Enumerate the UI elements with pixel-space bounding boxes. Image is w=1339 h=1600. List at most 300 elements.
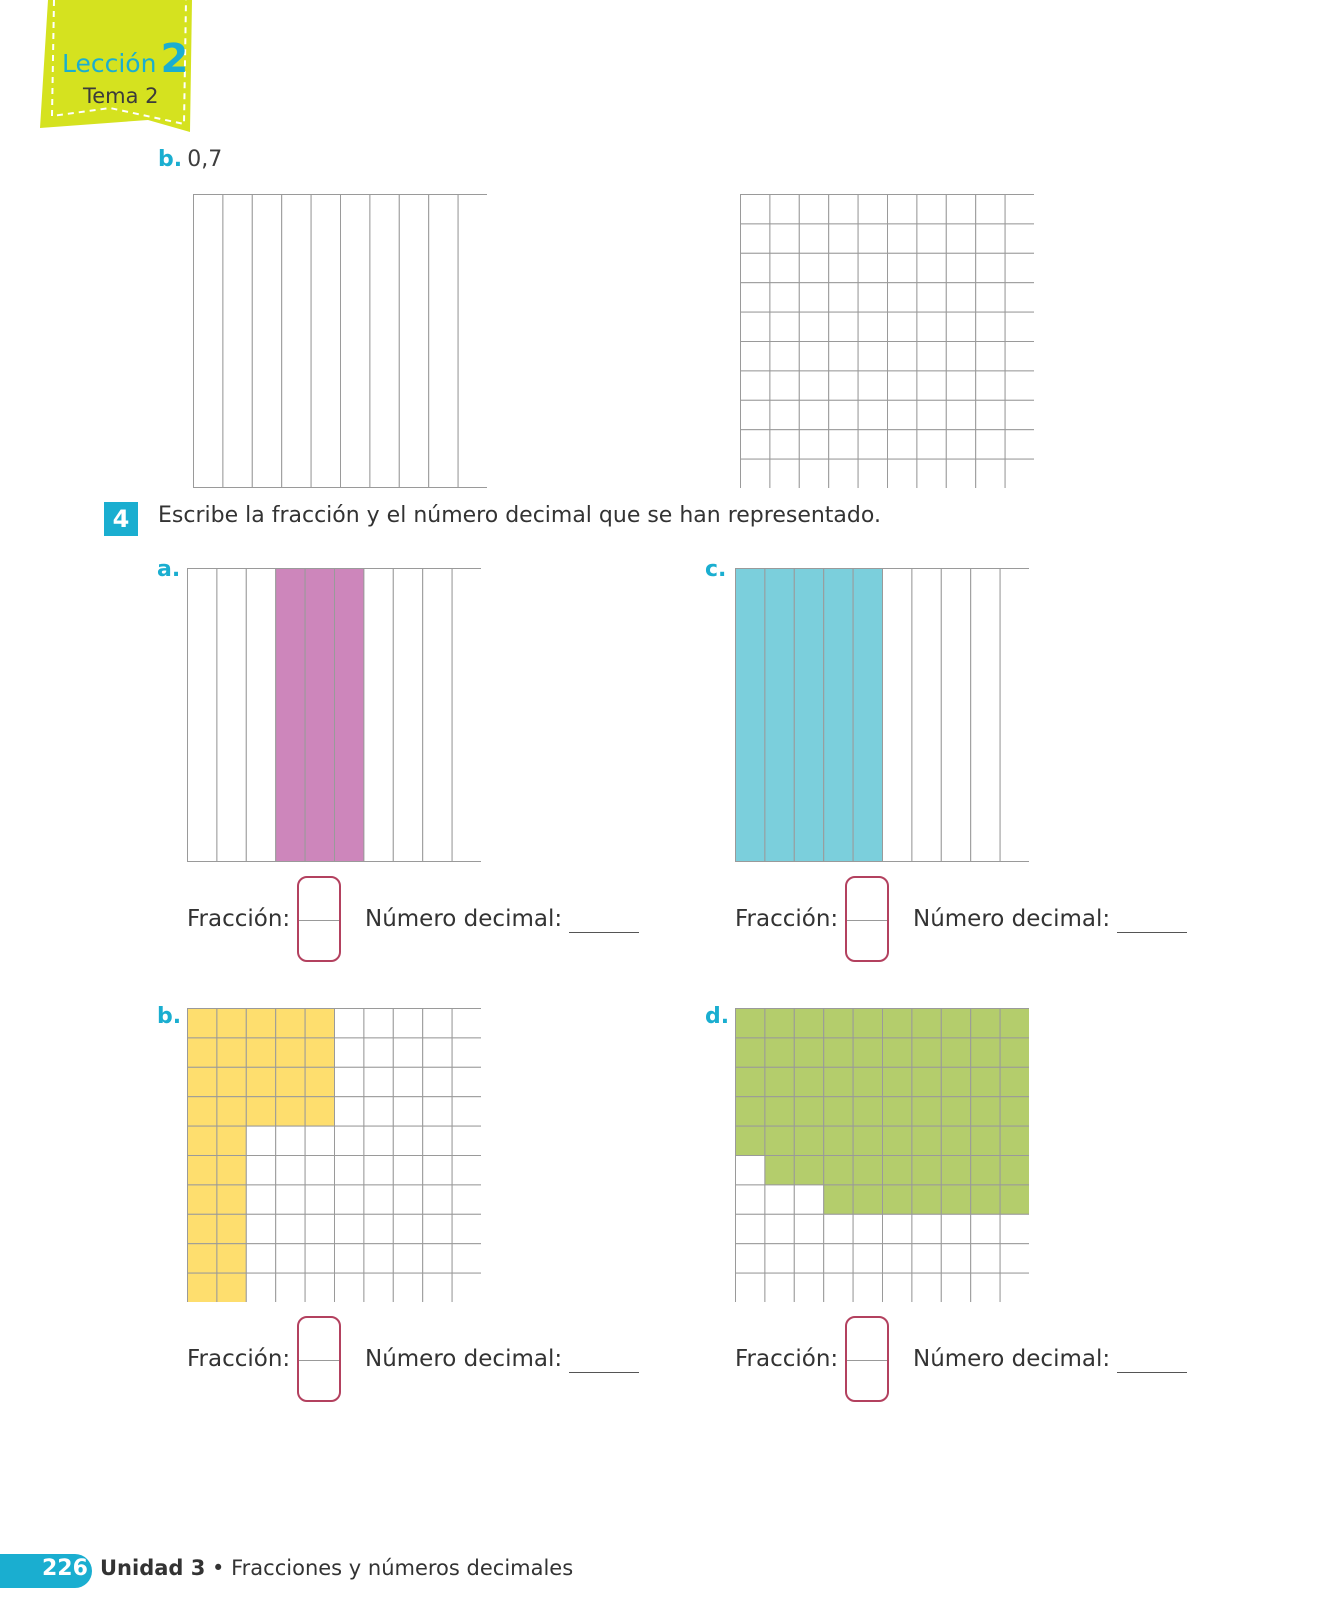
footer-unit: Unidad 3 [100, 1556, 206, 1580]
shaded-hundredth [736, 1097, 765, 1126]
hundredth-cell [335, 1097, 364, 1126]
hundredth-cell [452, 1273, 481, 1302]
exercise-instruction: Escribe la fracción y el número decimal que se han representado. [158, 503, 881, 528]
hundredth-cell [741, 371, 770, 400]
hundredth-cell [888, 312, 917, 341]
hundredth-cell [1000, 1214, 1029, 1243]
hundredth-cell [853, 1273, 882, 1302]
hundredth-cell [941, 1214, 970, 1243]
hundredth-cell [976, 224, 1005, 253]
hundredth-cell [971, 1244, 1000, 1273]
shaded-hundredth [188, 1097, 217, 1126]
hundredth-cell [246, 1156, 275, 1185]
hundredth-cell [976, 253, 1005, 282]
hundredth-cell [1005, 283, 1034, 312]
item-c-decimal-line[interactable] [1117, 932, 1187, 933]
shaded-hundredth [188, 1126, 217, 1155]
shaded-hundredth [765, 1067, 794, 1096]
hundredth-cell [858, 224, 887, 253]
fraction-bar [299, 920, 339, 921]
shaded-hundredth [305, 1038, 334, 1067]
item-b-decimal-line[interactable] [569, 1372, 639, 1373]
hundredth-cell [393, 1067, 422, 1096]
shaded-hundredth [794, 1156, 823, 1185]
hundredth-cell [765, 1185, 794, 1214]
shaded-hundredth [188, 1185, 217, 1214]
shaded-hundredth [853, 1009, 882, 1038]
hundredth-cell [799, 342, 828, 371]
hundredth-cell [364, 1009, 393, 1038]
shaded-hundredth [217, 1214, 246, 1243]
shaded-tenth [335, 569, 364, 862]
prev-item-value: 0,7 [187, 147, 223, 172]
hundredth-cell [829, 224, 858, 253]
item-c-letter: c. [705, 557, 727, 582]
shaded-tenth [736, 569, 765, 862]
hundredth-cell [829, 459, 858, 488]
hundredth-cell [364, 1185, 393, 1214]
hundredth-cell [452, 1156, 481, 1185]
hundredth-cell [393, 1273, 422, 1302]
hundredth-cell [1005, 459, 1034, 488]
shaded-hundredth [912, 1126, 941, 1155]
footer-text [100, 1556, 573, 1580]
hundredth-cell [888, 195, 917, 224]
hundredth-cell [736, 1214, 765, 1243]
hundredth-cell [364, 1273, 393, 1302]
hundredth-cell [1005, 430, 1034, 459]
hundredth-cell [1005, 195, 1034, 224]
hundredth-cell [364, 1126, 393, 1155]
hundredth-cell [829, 195, 858, 224]
exercise-number: 4 [104, 502, 138, 536]
shaded-hundredth [941, 1067, 970, 1096]
hundredth-cell [246, 1185, 275, 1214]
hundredth-cell [976, 195, 1005, 224]
hundredth-cell [883, 1214, 912, 1243]
hundredth-cell [765, 1244, 794, 1273]
shaded-hundredth [736, 1038, 765, 1067]
tenth-strip [246, 569, 275, 862]
hundredth-cell [794, 1273, 823, 1302]
shaded-hundredth [765, 1038, 794, 1067]
shaded-hundredth [824, 1009, 853, 1038]
hundredth-cell [393, 1097, 422, 1126]
shaded-hundredth [853, 1097, 882, 1126]
hundredth-cell [305, 1156, 334, 1185]
shaded-hundredth [1000, 1156, 1029, 1185]
item-c-decimal-label: Número decimal: [913, 906, 1111, 932]
hundredth-cell [276, 1126, 305, 1155]
shaded-hundredth [217, 1156, 246, 1185]
hundredth-cell [1005, 342, 1034, 371]
hundredth-cell [941, 1244, 970, 1273]
shaded-hundredth [971, 1067, 1000, 1096]
prev-hundredths-grid[interactable] [740, 194, 1034, 488]
shaded-hundredth [971, 1038, 1000, 1067]
hundredth-cell [741, 283, 770, 312]
hundredth-cell [770, 459, 799, 488]
shaded-hundredth [941, 1185, 970, 1214]
hundredth-cell [971, 1214, 1000, 1243]
hundredth-cell [799, 224, 828, 253]
hundredth-cell [888, 342, 917, 371]
hundredth-cell [276, 1244, 305, 1273]
item-a-grid [187, 568, 481, 862]
shaded-tenth [765, 569, 794, 862]
hundredth-cell [335, 1156, 364, 1185]
tenth-strip [188, 569, 217, 862]
shaded-hundredth [217, 1097, 246, 1126]
shaded-hundredth [971, 1156, 1000, 1185]
hundredth-cell [799, 283, 828, 312]
hundredth-cell [741, 430, 770, 459]
hundredth-cell [335, 1244, 364, 1273]
hundredth-cell [1000, 1273, 1029, 1302]
tenth-strip [971, 569, 1000, 862]
item-d-grid [735, 1008, 1029, 1302]
item-c-fraction-box[interactable] [845, 876, 889, 962]
hundredth-cell [858, 371, 887, 400]
shaded-hundredth [794, 1097, 823, 1126]
shaded-hundredth [765, 1126, 794, 1155]
shaded-hundredth [217, 1185, 246, 1214]
shaded-hundredth [736, 1067, 765, 1096]
hundredth-cell [335, 1009, 364, 1038]
tenth-strip [194, 195, 223, 488]
hundredth-cell [917, 459, 946, 488]
hundredth-cell [946, 312, 975, 341]
hundredth-cell [824, 1214, 853, 1243]
shaded-hundredth [1000, 1067, 1029, 1096]
hundredth-cell [741, 253, 770, 282]
hundredth-cell [829, 400, 858, 429]
hundredth-cell [799, 400, 828, 429]
hundredth-cell [799, 430, 828, 459]
hundredth-cell [917, 371, 946, 400]
shaded-hundredth [794, 1067, 823, 1096]
hundredth-cell [741, 195, 770, 224]
tenth-strip [458, 195, 487, 488]
hundredth-cell [335, 1038, 364, 1067]
shaded-hundredth [246, 1038, 275, 1067]
item-a-fraction-box[interactable] [297, 876, 341, 962]
page-number: 226 [42, 1556, 88, 1581]
shaded-hundredth [794, 1009, 823, 1038]
tenth-strip [217, 569, 246, 862]
shaded-hundredth [305, 1097, 334, 1126]
hundredth-cell [452, 1009, 481, 1038]
tenth-strip [912, 569, 941, 862]
hundredth-cell [888, 371, 917, 400]
hundredth-cell [858, 195, 887, 224]
hundredth-cell [888, 224, 917, 253]
hundredth-cell [858, 430, 887, 459]
shaded-tenth [276, 569, 305, 862]
hundredth-cell [423, 1067, 452, 1096]
shaded-hundredth [853, 1038, 882, 1067]
hundredth-cell [917, 224, 946, 253]
hundredth-cell [794, 1185, 823, 1214]
hundredth-cell [1005, 253, 1034, 282]
hundredth-cell [946, 430, 975, 459]
item-d-fraction-box[interactable] [845, 1316, 889, 1402]
item-a-decimal-label: Número decimal: [365, 906, 563, 932]
hundredth-cell [305, 1214, 334, 1243]
shaded-hundredth [883, 1067, 912, 1096]
fraction-bar [847, 1360, 887, 1361]
hundredth-cell [393, 1009, 422, 1038]
hundredth-cell [765, 1214, 794, 1243]
hundredth-cell [946, 342, 975, 371]
shaded-hundredth [824, 1185, 853, 1214]
shaded-hundredth [765, 1156, 794, 1185]
shaded-hundredth [971, 1126, 1000, 1155]
shaded-hundredth [1000, 1185, 1029, 1214]
hundredth-cell [393, 1244, 422, 1273]
hundredth-cell [941, 1273, 970, 1302]
hundredth-cell [276, 1214, 305, 1243]
hundredth-cell [276, 1185, 305, 1214]
hundredth-cell [335, 1067, 364, 1096]
shaded-hundredth [765, 1009, 794, 1038]
shaded-hundredth [912, 1009, 941, 1038]
item-b-fraction-box[interactable] [297, 1316, 341, 1402]
hundredth-cell [423, 1156, 452, 1185]
shaded-hundredth [883, 1009, 912, 1038]
tenth-strip [252, 195, 281, 488]
hundredth-cell [423, 1097, 452, 1126]
hundredth-cell [883, 1273, 912, 1302]
hundredth-cell [946, 253, 975, 282]
hundredth-cell [976, 342, 1005, 371]
hundredth-cell [794, 1214, 823, 1243]
shaded-hundredth [188, 1273, 217, 1302]
theme-label: Tema 2 [83, 84, 159, 108]
tenth-strip [311, 195, 340, 488]
hundredth-cell [799, 312, 828, 341]
shaded-hundredth [971, 1009, 1000, 1038]
hundredth-cell [765, 1273, 794, 1302]
hundredth-cell [393, 1126, 422, 1155]
hundredth-cell [736, 1273, 765, 1302]
hundredth-cell [1005, 224, 1034, 253]
shaded-hundredth [824, 1067, 853, 1096]
hundredth-cell [393, 1185, 422, 1214]
shaded-hundredth [824, 1097, 853, 1126]
footer-title: Fracciones y números decimales [231, 1556, 574, 1580]
shaded-hundredth [246, 1009, 275, 1038]
fraction-bar [847, 920, 887, 921]
hundredth-cell [423, 1185, 452, 1214]
hundredth-cell [917, 430, 946, 459]
shaded-hundredth [1000, 1009, 1029, 1038]
hundredth-cell [741, 400, 770, 429]
item-b-decimal-label: Número decimal: [365, 1346, 563, 1372]
item-d-letter: d. [705, 1004, 730, 1029]
shaded-hundredth [217, 1009, 246, 1038]
hundredth-cell [741, 459, 770, 488]
tenth-strip [399, 195, 428, 488]
tenth-strip [452, 569, 481, 862]
shaded-hundredth [736, 1126, 765, 1155]
hundredth-cell [452, 1214, 481, 1243]
hundredth-cell [364, 1097, 393, 1126]
item-a-decimal-line[interactable] [569, 932, 639, 933]
hundredth-cell [335, 1185, 364, 1214]
hundredth-cell [799, 459, 828, 488]
shaded-hundredth [883, 1185, 912, 1214]
hundredth-cell [971, 1273, 1000, 1302]
hundredth-cell [888, 459, 917, 488]
hundredth-cell [770, 430, 799, 459]
hundredth-cell [799, 195, 828, 224]
shaded-hundredth [883, 1097, 912, 1126]
hundredth-cell [976, 459, 1005, 488]
hundredth-cell [246, 1273, 275, 1302]
shaded-tenth [794, 569, 823, 862]
tenth-strip [883, 569, 912, 862]
hundredth-cell [946, 400, 975, 429]
shaded-hundredth [276, 1067, 305, 1096]
hundredth-cell [246, 1244, 275, 1273]
shaded-hundredth [883, 1126, 912, 1155]
hundredth-cell [883, 1244, 912, 1273]
hundredth-cell [364, 1067, 393, 1096]
hundredth-cell [770, 312, 799, 341]
item-d-fraction-label: Fracción: [735, 1346, 839, 1372]
hundredth-cell [824, 1244, 853, 1273]
shaded-tenth [824, 569, 853, 862]
hundredth-cell [741, 312, 770, 341]
shaded-hundredth [794, 1038, 823, 1067]
shaded-hundredth [912, 1038, 941, 1067]
hundredth-cell [423, 1273, 452, 1302]
shaded-hundredth [853, 1185, 882, 1214]
shaded-hundredth [276, 1097, 305, 1126]
hundredth-cell [423, 1038, 452, 1067]
hundredth-cell [770, 371, 799, 400]
hundredth-cell [824, 1273, 853, 1302]
tenth-strip [393, 569, 422, 862]
hundredth-cell [770, 224, 799, 253]
hundredth-cell [1005, 400, 1034, 429]
hundredth-cell [452, 1126, 481, 1155]
hundredth-cell [741, 342, 770, 371]
tenth-strip [429, 195, 458, 488]
shaded-tenth [305, 569, 334, 862]
item-d-decimal-line[interactable] [1117, 1372, 1187, 1373]
hundredth-cell [976, 430, 1005, 459]
hundredth-cell [912, 1273, 941, 1302]
hundredth-cell [770, 342, 799, 371]
item-a-answer-row [187, 876, 667, 966]
shaded-hundredth [276, 1009, 305, 1038]
tenth-strip [364, 569, 393, 862]
shaded-hundredth [941, 1156, 970, 1185]
hundredth-cell [917, 312, 946, 341]
tenth-strip [423, 569, 452, 862]
hundredth-cell [888, 430, 917, 459]
shaded-tenth [853, 569, 882, 862]
hundredth-cell [829, 342, 858, 371]
shaded-hundredth [853, 1156, 882, 1185]
shaded-hundredth [824, 1156, 853, 1185]
shaded-hundredth [971, 1185, 1000, 1214]
shaded-hundredth [912, 1097, 941, 1126]
hundredth-cell [276, 1273, 305, 1302]
hundredth-cell [853, 1214, 882, 1243]
shaded-hundredth [188, 1038, 217, 1067]
prev-tenths-grid[interactable] [193, 194, 487, 488]
hundredth-cell [246, 1214, 275, 1243]
hundredth-cell [305, 1244, 334, 1273]
hundredth-cell [393, 1156, 422, 1185]
shaded-hundredth [736, 1009, 765, 1038]
hundredth-cell [246, 1126, 275, 1155]
shaded-hundredth [853, 1126, 882, 1155]
shaded-hundredth [188, 1009, 217, 1038]
shaded-hundredth [217, 1273, 246, 1302]
hundredth-cell [888, 253, 917, 282]
hundredth-cell [946, 459, 975, 488]
hundredth-cell [829, 253, 858, 282]
item-a-letter: a. [157, 557, 181, 582]
lesson-title: Lección 2 [62, 36, 189, 82]
hundredth-cell [888, 283, 917, 312]
hundredth-cell [364, 1244, 393, 1273]
hundredth-cell [799, 253, 828, 282]
hundredth-cell [912, 1244, 941, 1273]
hundredth-cell [393, 1214, 422, 1243]
shaded-hundredth [217, 1244, 246, 1273]
hundredth-cell [858, 342, 887, 371]
shaded-hundredth [853, 1067, 882, 1096]
item-b-letter: b. [157, 1004, 182, 1029]
hundredth-cell [976, 400, 1005, 429]
hundredth-cell [946, 224, 975, 253]
shaded-hundredth [246, 1097, 275, 1126]
hundredth-cell [452, 1244, 481, 1273]
hundredth-cell [888, 400, 917, 429]
shaded-hundredth [941, 1009, 970, 1038]
hundredth-cell [917, 253, 946, 282]
shaded-hundredth [1000, 1097, 1029, 1126]
item-d-decimal-label: Número decimal: [913, 1346, 1111, 1372]
item-b-answer-row [187, 1316, 667, 1406]
hundredth-cell [976, 371, 1005, 400]
hundredth-cell [829, 430, 858, 459]
hundredth-cell [452, 1067, 481, 1096]
shaded-hundredth [305, 1067, 334, 1096]
hundredth-cell [305, 1126, 334, 1155]
hundredth-cell [393, 1038, 422, 1067]
shaded-hundredth [941, 1038, 970, 1067]
shaded-hundredth [188, 1156, 217, 1185]
hundredth-cell [858, 283, 887, 312]
tenth-strip [370, 195, 399, 488]
shaded-hundredth [1000, 1126, 1029, 1155]
hundredth-cell [858, 400, 887, 429]
shaded-hundredth [246, 1067, 275, 1096]
hundredth-cell [917, 283, 946, 312]
shaded-hundredth [305, 1009, 334, 1038]
hundredth-cell [1005, 312, 1034, 341]
tenth-strip [282, 195, 311, 488]
shaded-hundredth [883, 1038, 912, 1067]
hundredth-cell [853, 1244, 882, 1273]
item-b-grid [187, 1008, 481, 1302]
